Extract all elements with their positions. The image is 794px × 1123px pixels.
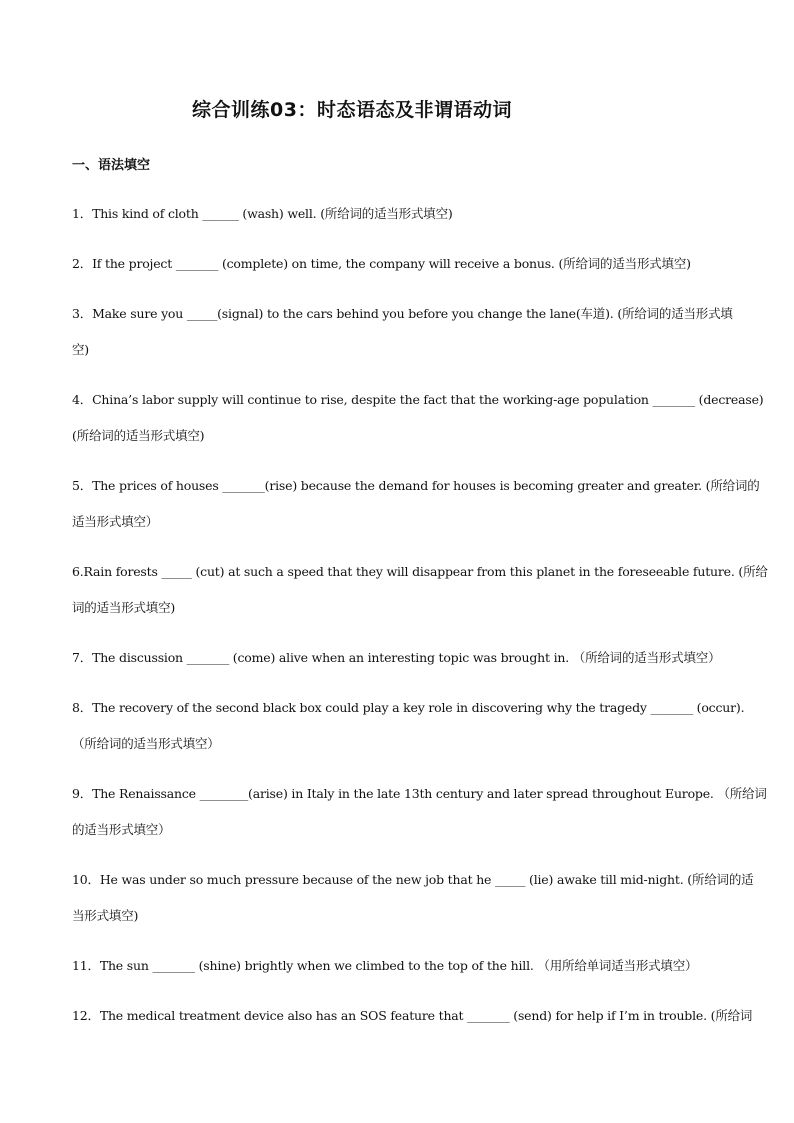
question-line [72,246,722,282]
question-item [72,776,767,848]
question-number: 9． [72,786,93,801]
question-number: 10． [72,872,100,887]
question-number: 7． [72,650,93,665]
question-text: If the project _______ (complete) on time, the company will receive a bonus. (所给词的适当形式填空) [92,256,691,271]
question-line [72,726,722,762]
question-line [72,504,722,540]
question-line [72,640,722,676]
question-text: The Renaissance ________(arise) in Italy in the late 13th century and later spread throughout Europe. （所给词 [92,786,767,801]
question-item [72,640,722,676]
question-text: 的适当形式填空） [72,822,171,837]
section-heading: 一、语法填空 [72,158,151,173]
page-title: 综合训练03：时态语态及非谓语动词 [192,99,512,121]
question-item [72,554,768,626]
question-text: 当形式填空) [72,908,139,923]
question-number: 8． [72,700,93,715]
question-line [72,296,733,332]
question-item [72,196,722,232]
question-item [72,296,733,368]
question-number: 3． [72,306,93,321]
question-line [72,812,722,848]
question-item [72,998,753,1034]
question-line [72,590,722,626]
question-line [72,382,764,418]
question-text: 词的适当形式填空) [72,600,176,615]
question-line [72,862,754,898]
question-number: 4． [72,392,93,407]
question-text: He was under so much pressure because of the new job that he _____ (lie) awake till mid-night. (所给词的适 [99,872,754,887]
question-item [72,690,745,762]
question-number: 5． [72,478,93,493]
question-number: 2． [72,256,93,271]
question-text: The recovery of the second black box could play a key role in discovering why the tragedy _______ (occur). [92,700,745,715]
question-line [72,998,753,1034]
question-text: 适当形式填空） [72,514,159,529]
question-line [72,332,722,368]
question-item [72,468,760,540]
question-line [72,554,768,590]
question-line [72,898,722,934]
question-line [72,468,760,504]
question-text: （所给词的适当形式填空） [72,736,220,751]
question-text: Make sure you _____(signal) to the cars behind you before you change the lane(车道). (所给词的适当形式填 [92,306,733,321]
question-item [72,862,754,934]
question-text: (所给词的适当形式填空) [72,428,205,443]
question-text: This kind of cloth ______ (wash) well. (所给词的适当形式填空) [92,206,453,221]
question-number: 1． [72,206,93,221]
question-text: The medical treatment device also has an SOS feature that _______ (send) for help if I’m in trouble. (所给词 [99,1008,753,1023]
question-number: 11． [72,958,100,973]
question-item [72,382,764,454]
question-line [72,196,722,232]
question-line [72,948,722,984]
question-number: 12． [72,1008,100,1023]
question-line [72,776,767,812]
question-line [72,690,745,726]
question-line [72,418,722,454]
question-item [72,246,722,282]
question-text: 空) [72,342,89,357]
question-text: The discussion _______ (come) alive when an interesting topic was brought in. （所给词的适当形式填空） [92,650,721,665]
question-text: Rain forests _____ (cut) at such a speed that they will disappear from this planet in the foreseeable future. (所给 [83,564,768,579]
question-item [72,948,722,984]
question-number: 6. [72,564,84,579]
question-text: The prices of houses _______(rise) because the demand for houses is becoming greater and greater. (所给词的 [92,478,760,493]
question-text: The sun _______ (shine) brightly when we climbed to the top of the hill. （用所给单词适当形式填空） [99,958,698,973]
question-text: China’s labor supply will continue to rise, despite the fact that the working-age population _______ (decrease) [92,392,764,407]
